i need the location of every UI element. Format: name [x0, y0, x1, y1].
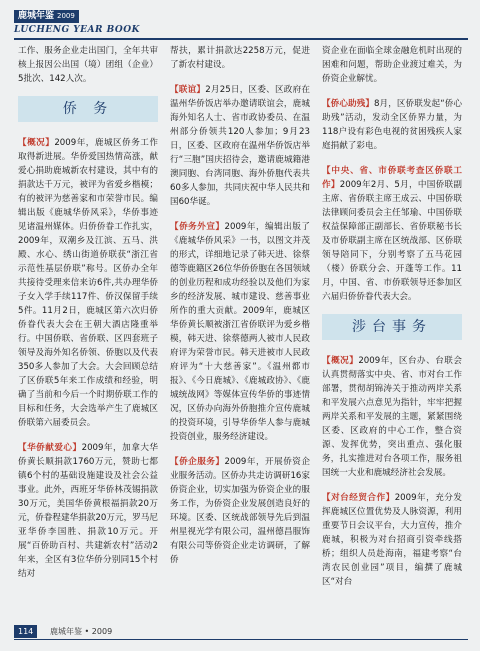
page-footer [14, 624, 468, 640]
column-1 [18, 44, 158, 582]
section-title-taiwan-affairs: 涉台事务 [322, 314, 462, 340]
paragraph-text: 2009年，开展侨资企业服务活动。区侨办共走访调研16家侨资企业，切实加强为侨资企业的服务工作，为侨资企业发展创造良好的环境。区委、区统战部领导先后到温州星视光学有限公司，温州德昌服饰有限公司等侨资企业走访调研，了解侨 [170, 457, 310, 565]
column1-lead: 工作、服务企业走出国门，全年共审核上报因公出国（境）团组（企业）5批次、142人次。 [18, 46, 158, 84]
paragraph-overview [18, 136, 158, 430]
paragraph-enterprise-service [170, 455, 310, 567]
keyword-label: 【中央、省、市侨联考查区侨联工作】 [322, 166, 462, 190]
book-title: 鹿城年鉴 [18, 11, 55, 21]
keyword-label: 【侨务外宣】 [170, 222, 225, 232]
header-rule [14, 38, 468, 40]
paragraph-text: 8月，区侨联发起“侨心助残”活动，发动全区侨界力量，为118户设有彩色电视的贫困残疾人家庭捐献了彩电。 [322, 99, 462, 151]
footer-title: 鹿城年鉴 • 2009 [50, 627, 113, 636]
keyword-label: 【概况】 [322, 356, 359, 366]
keyword-label: 【对台经贸合作】 [322, 493, 395, 503]
paragraph-taiwan-overview [322, 354, 462, 480]
paragraph-disability-aid [322, 97, 462, 153]
page-number: 114 [14, 625, 37, 638]
keyword-label: 【侨心助残】 [322, 99, 374, 109]
keyword-label: 【华侨献爱心】 [18, 443, 82, 453]
paragraph-donation [18, 441, 158, 581]
column-3 [322, 44, 462, 590]
keyword-label: 【侨企服务】 [170, 457, 225, 467]
book-subtitle: LUCHENG YEAR BOOK [14, 25, 140, 35]
paragraph-text: 2009年，加拿大华侨黄长顺捐款1760万元，赞助七都镇6个村的基础设施建设及社会公益事业。此外，西班牙华侨林茂锡捐款30万元，美国华侨黄根福捐款20万元，侨眷程建华捐款20万元，罗马尼亚华侨李国胜、捐款10万元。开展“百侨助百村、共建新农村”活动2年来，全区有3位华侨分别同15个村结对 [18, 443, 158, 579]
paragraph-text: 2009年2月、5月，中国侨联副主席、省侨联主席王成云、中国侨联法律顾问委员会主任邹瑜、中国侨联权益保障部正副部长、省侨联秘书长及市侨联副主席在区统战部、区侨联领导陪同下，分别考察了五马花园（楼）侨联分会、开蓬等工作。11月，中国、省、市侨联领导还参加区六届归侨侨眷代表大会。 [322, 180, 462, 302]
keyword-label: 【联谊】 [170, 85, 206, 95]
column-2 [170, 44, 310, 568]
yearbook-badge [14, 10, 79, 23]
page-header [14, 8, 468, 42]
paragraph-text: 2009年，充分发挥鹿城区位置优势及人脉资源，利用重要节日会议平台，大力宣传，推介鹿城，积极为对台招商引资牵线搭桥；组织人员赴海南，福建考察“台湾农民创业园”项目，编撰了鹿城区“对台 [322, 493, 462, 587]
column2-lead: 帮扶，累计捐款达2258万元，促进了新农村建设。 [170, 46, 310, 70]
paragraph-text: 2009年，编辑出版了《鹿城华侨风采》一书，以图文并茂的形式，详细地记录了韩天进、徐蔡德等鹿籍区26位华侨侨胞在各国领域的创业历程和成功经验以及他们为家乡的经济发展、城市建设、慈善事业所作的重大贡献。2009年，鹿城区华侨黄长顺被浙江省侨联评为爱乡楷模，韩天进、徐蔡德两人被市人民政府评为荣誉市民。韩天进被市人民政府评为“十大慈善家”。《温州都市报》、《今日鹿城》、《鹿城政协》、《鹿城统战网》等媒体宣传华侨的事迹情况，区侨办向海外侨胞推介宣传鹿城的投资环境，引导华侨华人参与鹿城投资创业，服务经济建设。 [170, 222, 310, 442]
keyword-label: 【概况】 [18, 138, 55, 148]
column3-lead: 资企业在面临全球金融危机时出现的困难和问题，帮助企业渡过难关，为侨资企业解忧。 [322, 46, 462, 84]
footer-rule [14, 639, 468, 640]
paragraph-text: 2月25日，区委、区政府在温州华侨饭店举办邀请联谊会，鹿城海外知名人士、省市政协委员、在温州部分侨领共120人参加；9月23日，区委、区政府在温州华侨饭店举行“三胞”国庆招待会，邀请鹿城籍港澳同胞、台湾同胞、海外侨胞代表共60多人参加，共同庆祝中华人民共和国60华诞。 [170, 85, 310, 207]
paragraph-text: 2009年，鹿城区侨务工作取得新进展。华侨爱国热情高涨，献爱心捐助鹿城新农村建设，其中有的捐款达千万元，被评为省爱乡楷模；有的被评为慈善家和市荣誉市民。编辑出版《鹿城华侨风采》，华侨事迹见诸温州媒体。归侨侨眷工作扎实，2009年，双潮乡及江滨、五马、洪殿、水心、绣山街道侨联获“浙江省示范性基层侨联”称号。区侨办全年共接待受理来信来访6件,共办理华侨子女入学手续117件、侨汉保留手续5件。11月2日，鹿城区第六次归侨侨眷代表大会在王朝大酒店隆重举行。中国侨联、省侨联、区四套班子领导及海外知名侨领、侨胞以及代表350多人参加了大会。大会回顾总结了区侨联5年来工作成绩和经验，明确了当前和今后一个时期侨联工作的目标和任务，大会选举产生了鹿城区侨联第六届委员会。 [18, 138, 158, 428]
paragraph-trade-cooperation [322, 491, 462, 589]
paragraph-publicity [170, 220, 310, 444]
book-year: 2009 [57, 12, 75, 20]
paragraph-liaison [170, 83, 310, 209]
section-title-overseas-affairs: 侨 务 [18, 96, 158, 122]
paragraph-text: 2009年，区台办、台联会认真贯彻落实中央、省、市对台工作部署，贯彻胡锦涛关于推动两岸关系和平发展六点意见为指针，牢牢把握两岸关系和平发展的主题，紧紧围绕区委、区政府的中心工作，整合资源、发挥优势，突出重点、强化服务，扎实推进对台各项工作，服务祖国统一大业和鹿城经济社会发展。 [322, 356, 462, 478]
paragraph-inspection [322, 164, 462, 304]
